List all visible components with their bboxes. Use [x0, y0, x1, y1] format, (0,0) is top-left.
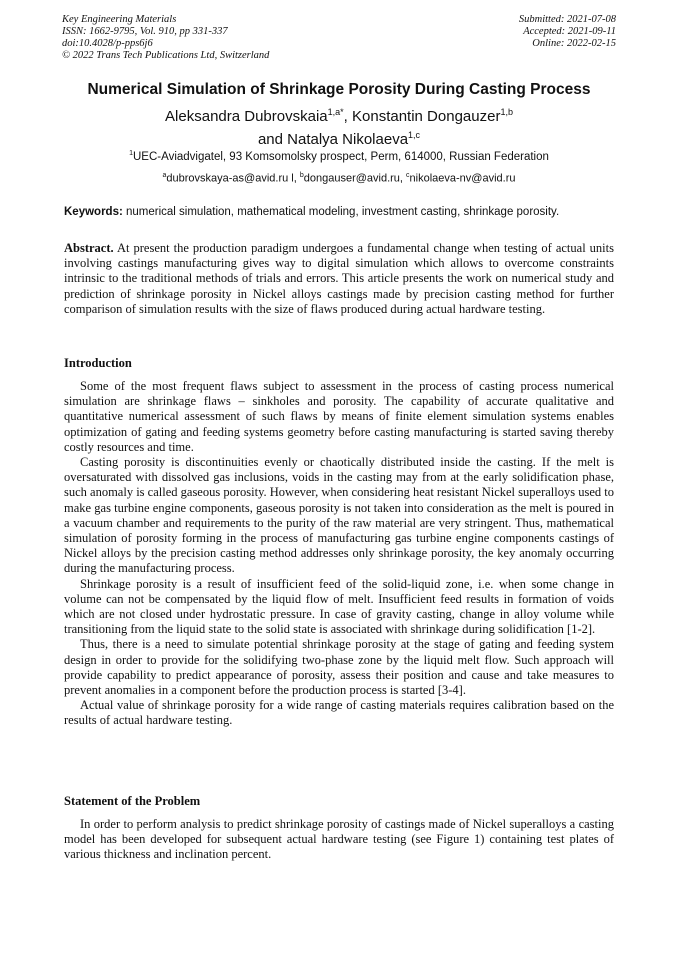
email-link[interactable]: dongauser@avid.ru,: [303, 172, 407, 185]
paragraph: Actual value of shrinkage porosity for a wide range of casting materials requires calibration based on the results of actual hardware testing.: [64, 698, 614, 728]
affiliation: [40, 150, 638, 163]
section-problem: [64, 817, 614, 863]
keywords: [64, 206, 624, 218]
journal-doi: doi:10.4028/p-pps6j6: [62, 38, 153, 49]
abstract-label: Abstract.: [64, 241, 114, 255]
email-mark: c: [406, 172, 410, 179]
section-heading-problem: Statement of the Problem: [64, 794, 201, 808]
keywords-label: Keywords:: [64, 206, 123, 218]
email-mark: a: [162, 172, 167, 179]
section-introduction: [64, 379, 614, 729]
paragraph: Thus, there is a need to simulate potential shrinkage porosity at the stage of gating and feeding system design in order to provide for the solidifying two-phase zone by the liquid melt flow. Such approach will provide capability to predict appearance of porosity, assess their position and cause and take measures to prevent anomalies in a component before the production process is started [3-4].: [64, 637, 614, 698]
author-name: Konstantin Dongauzer: [352, 108, 501, 125]
paragraph: Some of the most frequent flaws subject to assessment in the process of casting process numerical simulation are shrinkage flaws – sinkholes and porosity. The capability of accurate qualitative and quantitative numerical assessment of such flaws by means of finite element simulation systems enables optimization of gating and feeding systems geometry before casting manufacturing is started saving thereby costly resources and time.: [64, 379, 614, 454]
email-link[interactable]: nikolaeva-nv@avid.ru: [409, 172, 516, 185]
author-affil-mark: 1,c: [408, 130, 421, 140]
affiliation-text: UEC-Aviadvigatel, 93 Komsomolsky prospect, Perm, 614000, Russian Federation: [133, 150, 549, 163]
abstract-text: At present the production paradigm undergoes a fundamental change when testing of actual units involving castings manufacturing gives way to digital simulation which allows to overcome constraints intrinsic to the traditional methods of trials and errors. This article presents the work on numerical study and prediction of shrinkage porosity in Nickel alloys castings made by precision casting method for further comparison of simulation results with the size of flaws produced during actual hardware testing.: [64, 241, 614, 316]
author-conjunction: and: [257, 131, 288, 148]
journal-info: [62, 14, 269, 62]
journal-issn: ISSN: 1662-9795, Vol. 910, pp 331-337: [62, 26, 228, 37]
paper-title: Numerical Simulation of Shrinkage Porosity During Casting Process: [87, 81, 591, 98]
email-mark: b: [299, 172, 304, 179]
author-affil-mark: 1,a*: [327, 107, 344, 117]
paragraph: In order to perform analysis to predict shrinkage porosity of castings made of Nickel superalloys a casting model has been developed for subsequent actual hardware testing (see Figure 1) containing test plates of various thickness and inclination percent.: [64, 817, 614, 862]
author-emails: [40, 172, 638, 185]
abstract: [64, 241, 614, 317]
journal-name: Key Engineering Materials: [62, 14, 177, 25]
paragraph: Casting porosity is discontinuities evenly or chaotically distributed inside the casting. If the melt is oversaturated with dissolved gas inclusions, voids in the casting may from at the early solidification phase, such anomaly is called gaseous porosity. However, when considering heat resistant Nickel superalloys used to make gas turbine engine components, gaseous porosity is not taken into consideration as the melt is poured in a vacuum chamber and requirements to the purity of the raw material are very stringent. Thus, mathematical simulation of porosity forming in the process of manufacturing gas turbine engine components castings of Nickel alloys by the precision casting method addresses only shrinkage porosity, the key anomaly occurring during the manufacturing process.: [64, 455, 614, 576]
affiliation-mark: 1: [129, 150, 133, 157]
date-submitted: Submitted: 2021-07-08: [518, 14, 616, 25]
date-accepted: Accepted: 2021-09-11: [523, 26, 616, 37]
author-list: [40, 103, 638, 149]
author-separator: ,: [343, 108, 352, 125]
date-online: Online: 2022-02-15: [532, 38, 616, 49]
author-affil-mark: 1,b: [500, 107, 513, 117]
author-name: Aleksandra Dubrovskaia: [165, 108, 328, 125]
section-heading-introduction: Introduction: [64, 356, 132, 370]
publication-dates: [519, 14, 616, 50]
journal-copyright: © 2022 Trans Tech Publications Ltd, Switzerland: [62, 50, 270, 61]
keywords-text: numerical simulation, mathematical modeling, investment casting, shrinkage porosity.: [122, 206, 560, 218]
paragraph: Shrinkage porosity is a result of insufficient feed of the solid-liquid zone, i.e. when some change in volume can not be compensated by the liquid flow of melt. Insufficient feed results in formation of voids which are not closed under hydrostatic pressure. In case of gravity casting, change in alloy volume while transitioning from the liquid state to the solid state is associated with shrinkage during solidification [1-2].: [64, 576, 614, 637]
author-name: Natalya Nikolaeva: [287, 131, 409, 148]
email-link[interactable]: dubrovskaya-as@avid.ru l,: [166, 172, 300, 185]
